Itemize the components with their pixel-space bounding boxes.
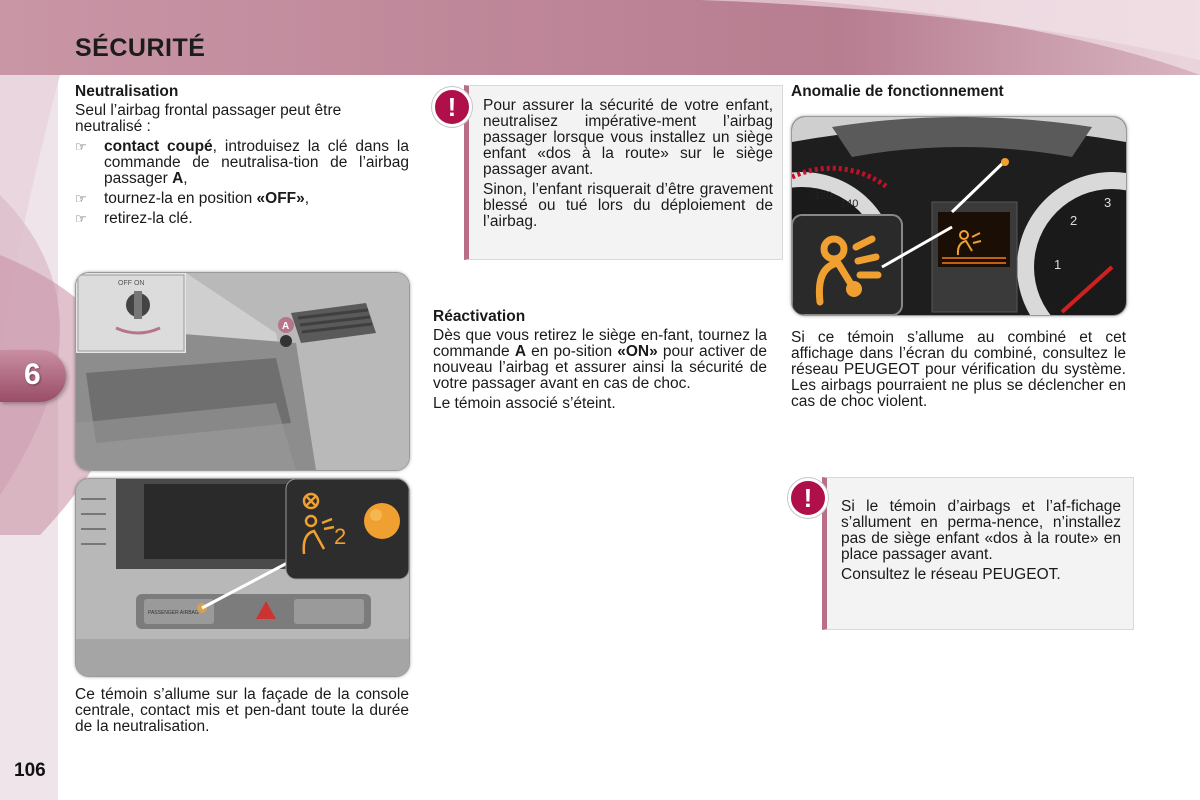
anomalie-section <box>791 84 1126 103</box>
marker-a: A <box>282 321 290 332</box>
instrument-cluster-photo <box>791 116 1127 316</box>
reactivation-text-2: Le témoin associé s’éteint. <box>433 395 616 412</box>
warning1-text-2: Sinon, l’enfant risquerait d’être gravement blessé ou tué lors du déploiement de l’airbag. <box>483 181 773 230</box>
center-console-lamp-photo <box>75 478 410 677</box>
warning2-text-1: Si le témoin d’airbags et l’af-fichage s’allument en perma-nence, n’installez pas de siège enfant «dos à la route» en place passager avant. <box>841 498 1121 563</box>
page-title: SÉCURITÉ <box>75 34 206 62</box>
anomalie-text: Si ce témoin s’allume au combiné et cet affichage dans l’écran du combiné, consultez le réseau PEUGEOT pour vérification du système. Les airbags pourraient ne plus se déclencher en cas de choc violent. <box>791 329 1126 410</box>
warning-exclamation-icon: ! <box>432 87 472 127</box>
page-number: 106 <box>14 760 46 781</box>
neutralisation-step-3: ☞ retirez-la clé. <box>75 210 193 227</box>
warning2-text-2: Consultez le réseau PEUGEOT. <box>841 566 1061 583</box>
neutralisation-section <box>75 84 409 231</box>
glovebox-key-switch-photo <box>75 272 410 471</box>
neutralisation-intro: Seul l’airbag frontal passager peut être neutralisé : <box>75 102 342 135</box>
reactivation-text-1: Dès que vous retirez le siège en-fant, tournez la commande A en po-sition «ON» pour activer de nouveau l’airbag et assurer ainsi la sécurité de votre passager avant en cas de choc. <box>433 327 768 392</box>
gauge-tick: 3 <box>1104 195 1112 210</box>
neutralisation-heading: Neutralisation <box>75 83 179 100</box>
neutralisation-step-2: ☞ tournez-la en position «OFF», <box>75 190 310 207</box>
warning-box-permanent-lamp <box>822 477 1134 630</box>
warning-exclamation-icon: ! <box>788 478 828 518</box>
pointing-hand-icon: ☞ <box>75 191 87 206</box>
gauge-tick: 1 <box>1054 257 1062 272</box>
pointing-hand-icon: ☞ <box>75 139 87 154</box>
chapter-number: 6 <box>24 358 41 391</box>
gauge-tick: 120 <box>814 190 833 202</box>
anomalie-heading: Anomalie de fonctionnement <box>791 83 1004 100</box>
pointing-hand-icon: ☞ <box>75 211 87 226</box>
switch-label: OFF ON <box>118 280 145 287</box>
console-button-label: PASSENGER AIRBAG <box>148 610 199 616</box>
warning1-text-1: Pour assurer la sécurité de votre enfant, neutralisez impérative-ment l’airbag passager lorsque vous installez un siège enfant «dos à la route» sur le siège passager avant. <box>483 97 773 178</box>
svg-text:2: 2 <box>334 524 347 549</box>
lamp-caption: Ce témoin s’allume sur la façade de la console centrale, contact mis et pen-dant toute la durée de la neutralisation. <box>75 686 409 735</box>
neutralisation-step-1: ☞ contact coupé, introduisez la clé dans la commande de neutralisa-tion de l’airbag passager A, <box>75 138 409 187</box>
gauge-tick: 140 <box>840 198 859 210</box>
reactivation-heading: Réactivation <box>433 308 526 325</box>
warning-box-child-seat <box>464 85 783 260</box>
chapter-tab[interactable] <box>0 350 66 402</box>
gauge-tick: 2 <box>1070 213 1078 228</box>
reactivation-section <box>433 309 767 416</box>
